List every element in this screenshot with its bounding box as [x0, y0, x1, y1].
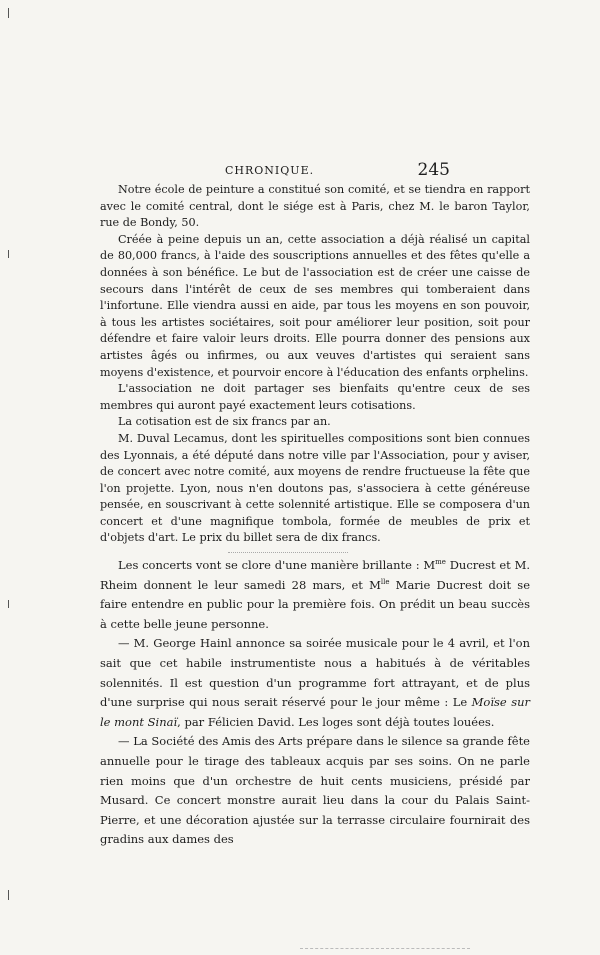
footer-dashes — [300, 948, 470, 949]
margin-mark — [8, 8, 9, 18]
paragraph: La cotisation est de six francs par an. — [118, 415, 331, 429]
margin-mark — [8, 890, 9, 900]
text-run: Les concerts vont se clore d'une manière brillante : M — [118, 558, 436, 572]
paragraph: Notre école de peinture a constitué son comité, et se tiendra en rapport avec le comité central, dont le siége est à Paris, chez M. le baron Taylor, rue de Bondy, 50. — [100, 183, 530, 230]
superscript: me — [435, 558, 446, 567]
section-concerts — [100, 556, 530, 850]
margin-mark — [8, 600, 9, 608]
section-association — [100, 182, 530, 547]
paragraph — [100, 556, 530, 634]
text-run: Ducrest et M. Rheim donnent le leur samedi 28 mars, et M — [100, 558, 530, 592]
superscript: lle — [380, 577, 390, 586]
text-run: , par Félicien David. Les loges sont déjà toutes louées. — [177, 714, 495, 729]
paragraph — [100, 634, 530, 732]
margin-mark — [8, 250, 9, 258]
text-run: — M. George Hainl annonce sa soirée musicale pour le 4 avril, et l'on sait que cet habile instrumentiste nous a habitués à de véritables solennités. Il est question d'un programme fort attrayant, et de plus d'une surprise qui nous serait réservé pour le jour même : Le — [100, 636, 530, 710]
italic-title: Moïse sur le mont Sinaï — [100, 695, 530, 729]
paragraph: M. Duval Lecamus, dont les spirituelles compositions sont bien connues des Lyonnais, a été député dans notre ville par l'Association, pour y aviser, de concert avec notre comité, aux moyens de rendre fructueuse la fête que l'on projette. Lyon, nous n'en doutons pas, s'associera à cette généreuse pensée, en souscrivant à cette solennité artistique. Elle se composera d'un concert et d'une magnifique tombola, formée de meubles de prix et d'objets d'art. Le prix du billet sera de dix francs. — [100, 431, 530, 545]
running-header — [225, 160, 450, 184]
running-title: CHRONIQUE. — [225, 164, 315, 177]
paragraph: L'association ne doit partager ses bienfaits qu'entre ceux de ses membres qui auront payé exactement leurs cotisations. — [100, 382, 530, 412]
text-run: Marie Ducrest doit se faire entendre en public pour la première fois. On prédit un beau succès à cette belle jeune personne. — [100, 577, 530, 631]
paragraph: — La Société des Amis des Arts prépare dans le silence sa grande fête annuelle pour le tirage des tableaux acquis par ses soins. On ne parle rien moins que d'un orchestre de huit cents musiciens, présidé par Musard. Ce concert monstre aurait lieu dans la cour du Palais Saint-Pierre, et une décoration ajustée sur la terrasse circulaire fournirait des gradins aux dames des — [100, 734, 530, 847]
paragraph: Créée à peine depuis un an, cette association a déjà réalisé un capital de 80,000 francs, à l'aide des souscriptions annuelles et des fêtes qu'elle a données à son bénéfice. Le but de l'association est de créer une caisse de secours dans l'intérêt de ceux de ses membres qui tomberaient dans l'infortune. Elle viendra aussi en aide, par tous les moyens en son pouvoir, à tous les artistes sociétaires, soit pour améliorer leur position, soit pour défendre et faire valoir leurs droits. Elle pourra donner des pensions aux artistes âgés ou infirmes, ou aux veuves d'artistes qui seraient sans moyens d'existence, et pourvoir encore à l'éducation des enfants orphelins. — [100, 232, 530, 379]
section-divider — [228, 552, 348, 553]
page-number: 245 — [417, 160, 450, 180]
